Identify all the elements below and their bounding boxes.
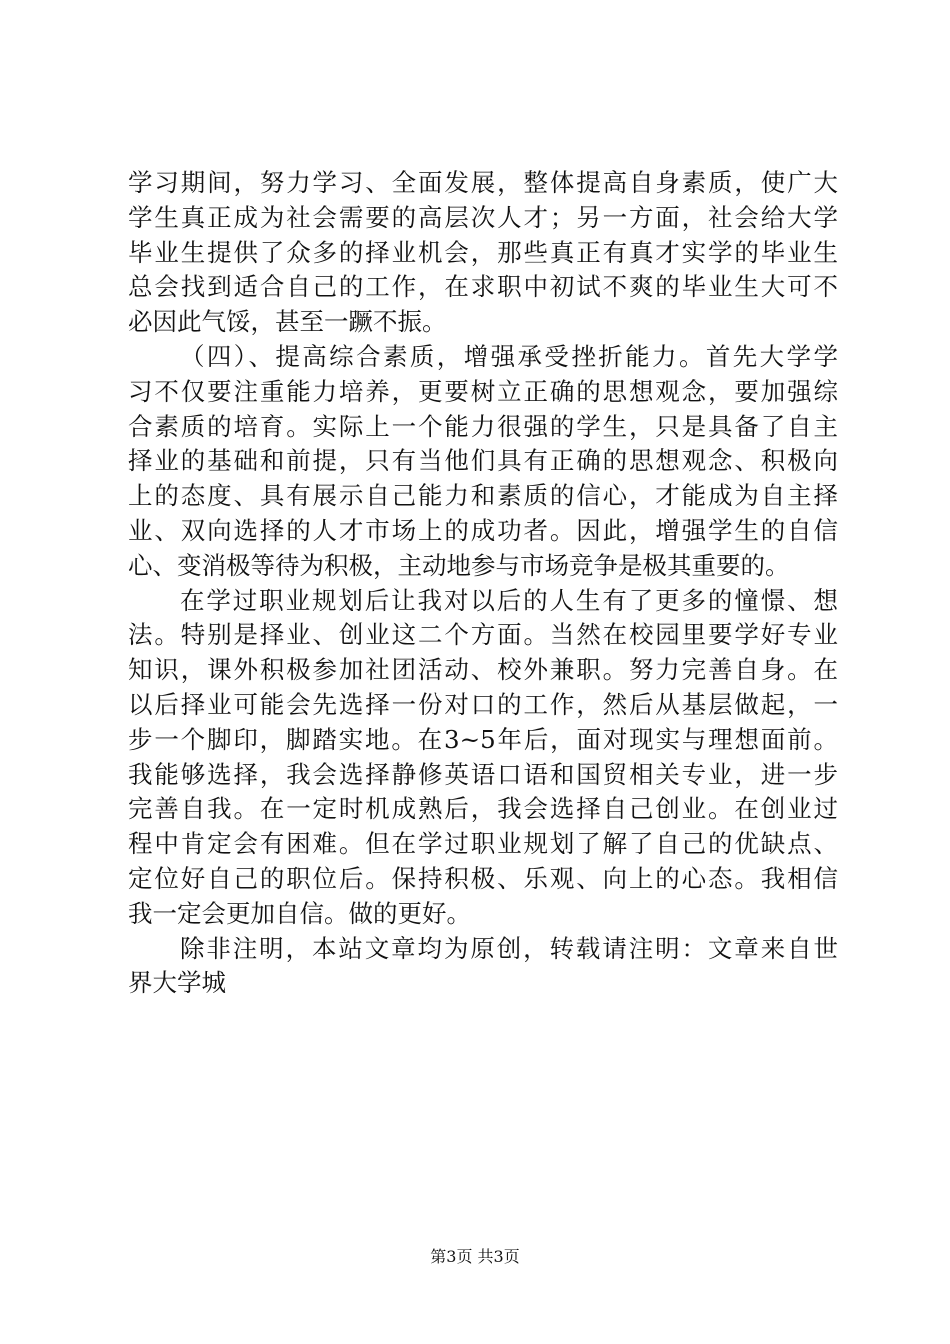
text-line: 学习期间，努力学习、全面发展，整体提高自身素质，使广大 <box>128 168 838 197</box>
text-line: 除非注明，本站文章均为原创，转载请注明：文章来自世 <box>180 933 838 963</box>
text-line: （四）、提高综合素质，增强承受挫折能力。首先大学学 <box>180 341 838 371</box>
text-line: 程中肯定会有困难。但在学过职业规划了解了自己的优缺点、 <box>128 829 838 859</box>
text-line: 总会找到适合自己的工作，在求职中初试不爽的毕业生大可不 <box>128 272 838 302</box>
paragraph <box>128 932 838 1002</box>
text-line: 我一定会更加自信。做的更好。 <box>128 898 471 928</box>
paragraph <box>128 584 838 932</box>
text-line: 步一个脚印，脚踏实地。在3~5年后，面对现实与理想面前。 <box>128 724 838 754</box>
text-line: 学生真正成为社会需要的高层次人才；另一方面，社会给大学 <box>128 202 838 232</box>
text-line: 合素质的培育。实际上一个能力很强的学生，只是具备了自主 <box>128 411 838 441</box>
text-line: 界大学城 <box>128 968 226 998</box>
document-body <box>128 166 838 1001</box>
text-line: 知识，课外积极参加社团活动、校外兼职。努力完善自身。在 <box>128 655 838 685</box>
text-line: 业、双向选择的人才市场上的成功者。因此，增强学生的自信 <box>128 515 838 545</box>
text-line: 毕业生提供了众多的择业机会，那些真正有真才实学的毕业生 <box>128 237 838 267</box>
text-line: 必因此气馁，甚至一蹶不振。 <box>128 307 447 337</box>
text-line: 心、变消极等待为积极，主动地参与市场竞争是极其重要的。 <box>128 550 790 580</box>
paragraph <box>128 166 838 340</box>
paragraph <box>128 340 838 584</box>
text-line: 上的态度、具有展示自己能力和素质的信心，才能成为自主择 <box>128 481 838 511</box>
text-line: 习不仅要注重能力培养，更要树立正确的思想观念，要加强综 <box>128 376 838 406</box>
text-line: 法。特别是择业、创业这二个方面。当然在校园里要学好专业 <box>128 620 838 650</box>
text-line: 定位好自己的职位后。保持积极、乐观、向上的心态。我相信 <box>128 863 838 893</box>
text-line: 择业的基础和前提，只有当他们具有正确的思想观念、积极向 <box>128 446 838 476</box>
text-line: 以后择业可能会先选择一份对口的工作，然后从基层做起，一 <box>128 689 838 719</box>
text-line: 完善自我。在一定时机成熟后，我会选择自己创业。在创业过 <box>128 794 838 824</box>
page-number-footer: 第3页 共3页 <box>430 1247 520 1266</box>
text-line: 在学过职业规划后让我对以后的人生有了更多的憧憬、想 <box>180 585 838 615</box>
text-line: 我能够选择，我会选择静修英语口语和国贸相关专业，进一步 <box>128 759 838 789</box>
